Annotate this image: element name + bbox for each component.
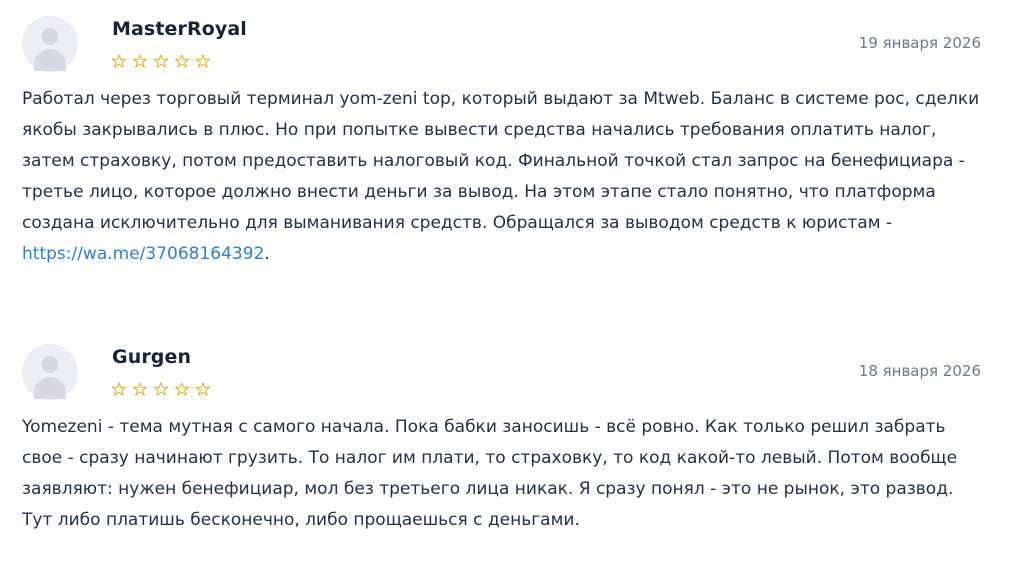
star-icon[interactable] [175,54,189,68]
review-author: Gurgen [112,346,192,368]
star-icon[interactable] [112,382,126,396]
review-item [0,322,1011,562]
review-header [22,8,981,70]
review-author: MasterRoyal [112,18,247,40]
review-text-tail: . [264,244,270,264]
review-text [22,70,981,296]
star-icon[interactable] [196,382,210,396]
review-date: 19 января 2026 [858,34,981,52]
rating-stars[interactable] [112,382,210,396]
star-icon[interactable] [154,382,168,396]
star-icon[interactable] [196,54,210,68]
review-text-part: Работал через торговый терминал yom-zeni top, который выдают за Mtweb. Баланс в системе рос, сделки якобы закрывались в плюс. Но при попытке вывести средства начались требования оплатить налог, затем страховку, потом предоставить налоговый код. Финальной точкой стал запрос на бенефициара - третье лицо, которое должно внести деньги за вывод. На этом этапе стало понятно, что платформа создана исключительно для выманивания средств. Обращался за выводом средств к юристам - [22,89,980,233]
review-date: 18 января 2026 [858,362,981,380]
star-icon[interactable] [133,54,147,68]
avatar [22,16,78,72]
review-link[interactable]: https://wa.me/37068164392 [22,244,265,264]
review-text [22,398,981,562]
star-icon[interactable] [175,382,189,396]
star-icon[interactable] [133,382,147,396]
avatar [22,344,78,400]
review-header [22,336,981,398]
section-divider [0,296,1011,322]
star-icon[interactable] [112,54,126,68]
rating-stars[interactable] [112,54,210,68]
review-text-part: Yomezeni - тема мутная с самого начала. Пока бабки заносишь - всё ровно. Как только решил забрать свое - сразу начинают грузить. То налог им плати, то страховку, то код какой-то левый. Потом вообще заявляют: нужен бенефициар, мол без третьего лица никак. Я сразу понял - это не рынок, это развод. Тут либо платишь бесконечно, либо прощаешься с деньгами. [22,417,958,530]
star-icon[interactable] [154,54,168,68]
